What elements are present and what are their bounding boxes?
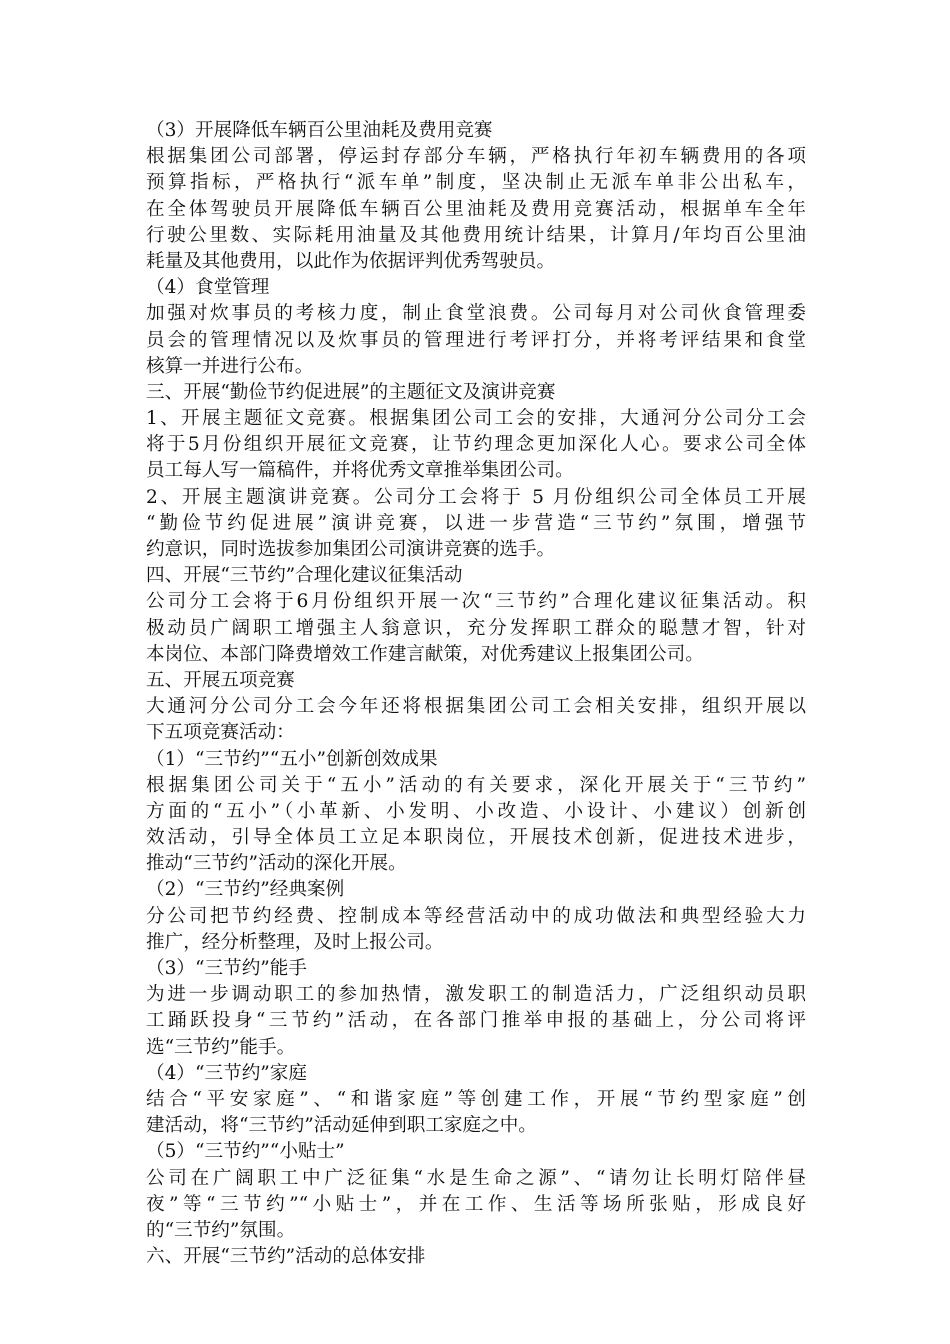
paragraph-line: 预算指标，严格执行“派车单”制度，坚决制止无派车单非公出私车， — [146, 172, 806, 194]
subsection-heading: （2）“三节约”经典案例 — [146, 879, 345, 901]
subsection-heading: （3）“三节约”能手 — [146, 958, 307, 979]
paragraph-line: 根据集团公司部署，停运封存部分车辆，严格执行年初车辆费用的各项 — [146, 146, 806, 168]
paragraph-line: 公司在广阔职工中广泛征集“水是生命之源”、“请勿让长明灯陪伴昼 — [146, 1167, 806, 1189]
paragraph-line: 核算一并进行公布。 — [146, 355, 314, 377]
paragraph-line: 工踊跃投身“三节约”活动，在各部门推举申报的基础上，分公司将评 — [146, 1010, 806, 1032]
paragraph-line: 夜”等“三节约”“小贴士”，并在工作、生活等场所张贴，形成良好 — [146, 1193, 806, 1215]
paragraph-line: 结合“平安家庭”、“和谐家庭”等创建工作，开展“节约型家庭”创 — [146, 1088, 806, 1110]
document-body — [146, 118, 806, 1270]
paragraph-line: 分公司把节约经费、控制成本等经营活动中的成功做法和典型经验大力 — [146, 905, 806, 927]
paragraph-line: 的“三节约”氛围。 — [146, 1219, 296, 1241]
subsection-heading: （4）食堂管理 — [146, 277, 270, 299]
paragraph-line: 公司分工会将于6月份组织开展一次“三节约”合理化建议征集活动。积 — [146, 591, 806, 613]
paragraph-line: “勤俭节约促进展”演讲竞赛，以进一步营造“三节约”氛围，增强节 — [146, 512, 806, 534]
paragraph-line: 加强对炊事员的考核力度，制止食堂浪费。公司每月对公司伙食管理委 — [146, 303, 806, 325]
paragraph-line: 推广，经分析整理，及时上报公司。 — [146, 931, 444, 953]
subsection-heading: （5）“三节约”“小贴士” — [146, 1141, 345, 1163]
paragraph-line: 根据集团公司关于“五小”活动的有关要求，深化开展关于“三节约” — [146, 774, 806, 796]
paragraph-line: 2、开展主题演讲竞赛。公司分工会将于 5 月份组织公司全体员工开展 — [146, 486, 806, 508]
paragraph-line: 大通河分公司分工会今年还将根据集团公司工会相关安排，组织开展以 — [146, 696, 806, 718]
subsection-heading: （4）“三节约”家庭 — [146, 1062, 307, 1084]
paragraph-line: 极动员广阔职工增强主人翁意识，充分发挥职工群众的聪慧才智，针对 — [146, 617, 806, 639]
paragraph-line: 在全体驾驶员开展降低车辆百公里油耗及费用竞赛活动，根据单车全年 — [146, 198, 806, 220]
paragraph-line: 员会的管理情况以及炊事员的管理进行考评打分，并将考评结果和食堂 — [146, 329, 806, 351]
paragraph-line: 1、开展主题征文竞赛。根据集团公司工会的安排，大通河分公司分工会 — [146, 408, 806, 430]
section-heading: 四、开展“三节约”合理化建议征集活动 — [146, 565, 463, 587]
paragraph-line: 本岗位、本部门降费增效工作建言献策，对优秀建议上报集团公司。 — [146, 643, 704, 665]
paragraph-line: 员工每人写一篇稿件，并将优秀文章推举集团公司。 — [146, 460, 574, 482]
paragraph-line: 选“三节约”能手。 — [146, 1036, 296, 1058]
paragraph-line: 下五项竞赛活动： — [146, 722, 295, 744]
paragraph-line: 耗量及其他费用，以此作为依据评判优秀驾驶员。 — [146, 250, 556, 272]
section-heading: 三、开展“勤俭节约促进展”的主题征文及演讲竞赛 — [146, 381, 556, 403]
paragraph-line: 为进一步调动职工的参加热情，激发职工的制造活力，广泛组织动员职 — [146, 984, 806, 1006]
section-heading: 六、开展“三节约”活动的总体安排 — [146, 1246, 426, 1268]
paragraph-line: 约意识，同时选拔参加集团公司演讲竞赛的选手。 — [146, 539, 556, 560]
paragraph-line: 效活动，引导全体员工立足本职岗位，开展技术创新，促进技术进步， — [146, 827, 806, 849]
paragraph-line: 推动“三节约”活动的深化开展。 — [146, 853, 407, 875]
subsection-heading: （3）开展降低车辆百公里油耗及费用竞赛 — [146, 120, 493, 141]
paragraph-line: 将于5月份组织开展征文竞赛，让节约理念更加深化人心。要求公司全体 — [146, 434, 806, 456]
section-heading: 五、开展五项竞赛 — [146, 669, 295, 691]
paragraph-line: 行驶公里数、实际耗用油量及其他费用统计结果，计算月/年均百公里油 — [146, 224, 806, 246]
paragraph-line: 方面的“五小”（小革新、小发明、小改造、小设计、小建议）创新创 — [146, 800, 806, 822]
paragraph-line: 建活动，将“三节约”活动延伸到职工家庭之中。 — [146, 1115, 537, 1137]
subsection-heading: （1）“三节约”“五小”创新创效成果 — [146, 748, 438, 770]
